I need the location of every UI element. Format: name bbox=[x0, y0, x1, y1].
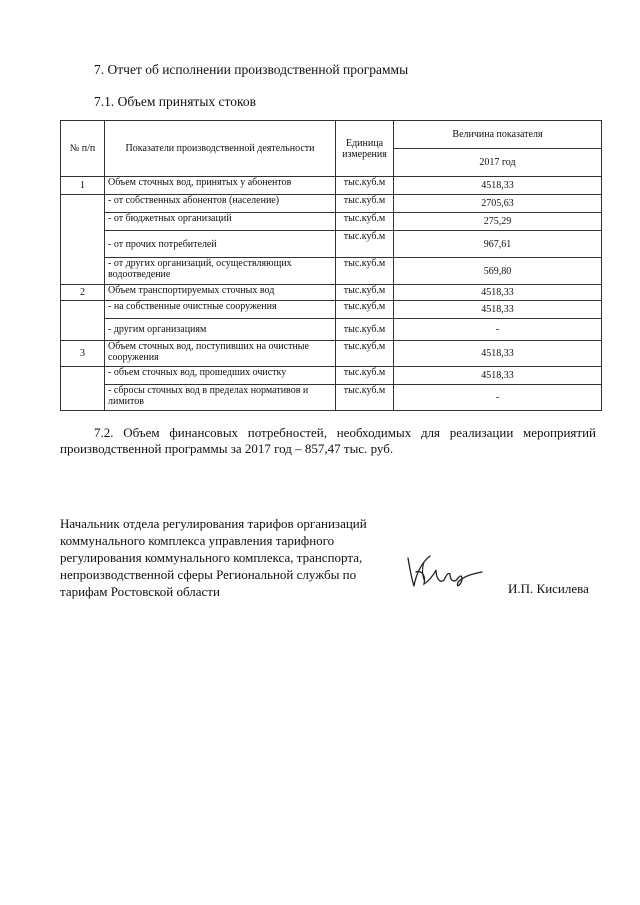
row-label: - сбросы сточных вод в пределах нормативов и лимитов bbox=[105, 385, 336, 411]
row-value: 4518,33 bbox=[394, 177, 602, 195]
col-header-year: 2017 год bbox=[394, 149, 602, 177]
row-label: Объем сточных вод, принятых у абонентов bbox=[105, 177, 336, 195]
table-row bbox=[61, 319, 602, 341]
row-unit: тыс.куб.м bbox=[336, 177, 394, 195]
row-num-empty bbox=[61, 367, 105, 411]
row-label: - объем сточных вод, прошедших очистку bbox=[105, 367, 336, 385]
col-header-num: № п/п bbox=[61, 121, 105, 177]
row-num: 2 bbox=[61, 285, 105, 301]
table-row bbox=[61, 367, 602, 385]
row-unit: тыс.куб.м bbox=[336, 213, 394, 231]
table-row bbox=[61, 231, 602, 258]
col-header-indicator: Показатели производственной деятельности bbox=[105, 121, 336, 177]
row-unit: тыс.куб.м bbox=[336, 341, 394, 367]
table-row bbox=[61, 341, 602, 367]
signer-name: И.П. Кисилева bbox=[508, 581, 589, 596]
row-label: - от собственных абонентов (население) bbox=[105, 195, 336, 213]
row-value: 4518,33 bbox=[394, 301, 602, 319]
table-row bbox=[61, 177, 602, 195]
row-unit: тыс.куб.м bbox=[336, 367, 394, 385]
section-heading: 7. Отчет об исполнении производственной программы bbox=[94, 62, 409, 77]
subsection-heading: 7.1. Объем принятых стоков bbox=[94, 94, 256, 109]
table-row bbox=[61, 213, 602, 231]
row-unit: тыс.куб.м bbox=[336, 231, 394, 258]
row-value: - bbox=[394, 385, 602, 411]
row-unit: тыс.куб.м bbox=[336, 385, 394, 411]
row-num-empty bbox=[61, 301, 105, 341]
signer-title: Начальник отдела регулирования тарифов организаций коммунального комплекса управления тарифного регулирования коммунального комплекса, транспорта, непроизводственной сферы Региональной службы по тарифам Ростовской области bbox=[60, 516, 367, 599]
row-unit: тыс.куб.м bbox=[336, 195, 394, 213]
row-num: 3 bbox=[61, 341, 105, 367]
row-unit: тыс.куб.м bbox=[336, 285, 394, 301]
row-unit: тыс.куб.м bbox=[336, 319, 394, 341]
row-value: 2705,63 bbox=[394, 195, 602, 213]
row-value: 275,29 bbox=[394, 213, 602, 231]
col-header-value: Величина показателя bbox=[394, 121, 602, 149]
row-value: 569,80 bbox=[394, 258, 602, 285]
row-label: - от бюджетных организаций bbox=[105, 213, 336, 231]
row-label: Объем сточных вод, поступивших на очистные сооружения bbox=[105, 341, 336, 367]
wastewater-table bbox=[60, 120, 602, 411]
row-value: 4518,33 bbox=[394, 367, 602, 385]
row-label: - на собственные очистные сооружения bbox=[105, 301, 336, 319]
row-num-empty bbox=[61, 195, 105, 285]
financial-needs-paragraph: 7.2. Объем финансовых потребностей, необходимых для реализации мероприятий производственной программы за 2017 год – 857,47 тыс. руб. bbox=[60, 425, 596, 456]
row-unit: тыс.куб.м bbox=[336, 258, 394, 285]
row-label: - другим организациям bbox=[105, 319, 336, 341]
row-value: 4518,33 bbox=[394, 285, 602, 301]
handwritten-signature-icon bbox=[400, 540, 490, 595]
table-row bbox=[61, 385, 602, 411]
row-value: - bbox=[394, 319, 602, 341]
col-header-unit: Единица измерения bbox=[336, 121, 394, 177]
row-num: 1 bbox=[61, 177, 105, 195]
row-value: 4518,33 bbox=[394, 341, 602, 367]
row-label: - от прочих потребителей bbox=[105, 231, 336, 258]
table-row bbox=[61, 285, 602, 301]
table-row bbox=[61, 301, 602, 319]
table-row bbox=[61, 258, 602, 285]
row-unit: тыс.куб.м bbox=[336, 301, 394, 319]
table-row bbox=[61, 195, 602, 213]
row-value: 967,61 bbox=[394, 231, 602, 258]
row-label: - от других организаций, осуществляющих водоотведение bbox=[105, 258, 336, 285]
row-label: Объем транспортируемых сточных вод bbox=[105, 285, 336, 301]
